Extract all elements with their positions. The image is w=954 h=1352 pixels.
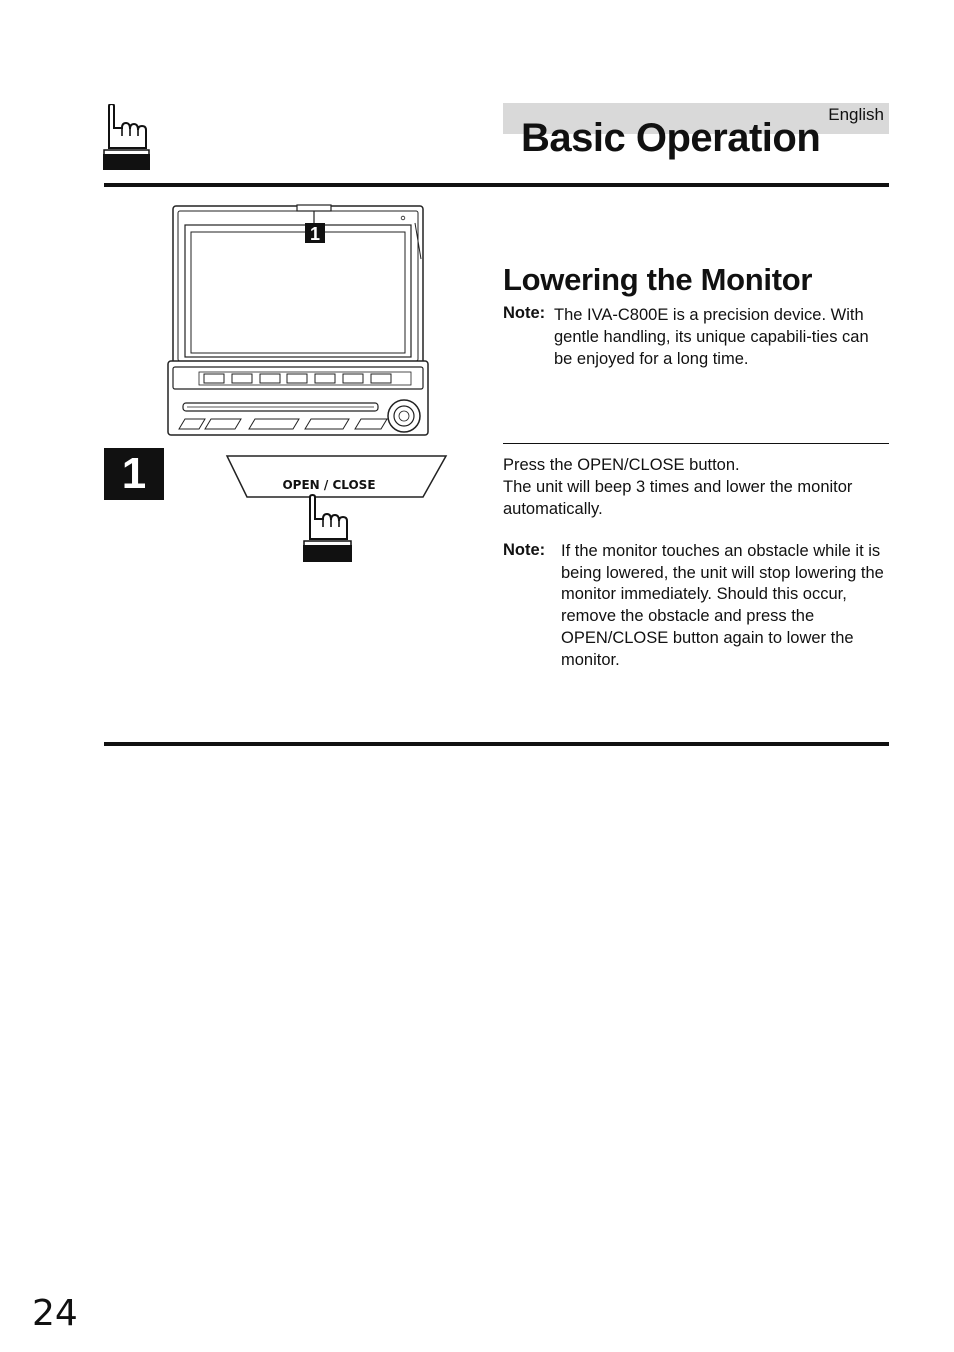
step-instruction-line: Press the OPEN/CLOSE button. <box>503 456 740 474</box>
section-title: Basic Operation <box>521 116 821 160</box>
pointing-hand-icon <box>303 495 352 562</box>
note-text: The IVA-C800E is a precision device. With gentle handling, its unique capabili-ties can be enjoyed for a long time. <box>554 306 869 368</box>
step-instruction <box>503 454 893 520</box>
step-instruction-line: The unit will beep 3 times and lower the monitor automatically. <box>503 478 853 518</box>
head-unit-illustration <box>165 201 431 437</box>
note-text: If the monitor touches an obstacle while it is being lowered, the unit will stop lowering the monitor immediately. Should this occur, remove the obstacle and press the OPEN/CLOSE button again to lower the monitor. <box>561 542 884 669</box>
step-number-badge: 1 <box>104 448 164 500</box>
pointing-hand-icon <box>102 104 150 170</box>
note-label: Note: <box>503 304 546 322</box>
open-close-button-illustration <box>225 453 449 563</box>
callout-number: 1 <box>309 224 321 244</box>
note-label: Note: <box>503 541 546 559</box>
section-heading: Lowering the Monitor <box>503 262 813 297</box>
header-divider <box>104 183 889 187</box>
language-label: English <box>828 105 884 124</box>
step-divider <box>503 443 889 444</box>
page-number: 24 <box>32 1293 78 1334</box>
open-close-button-label: OPEN / CLOSE <box>282 478 376 492</box>
section-end-divider <box>104 742 889 746</box>
